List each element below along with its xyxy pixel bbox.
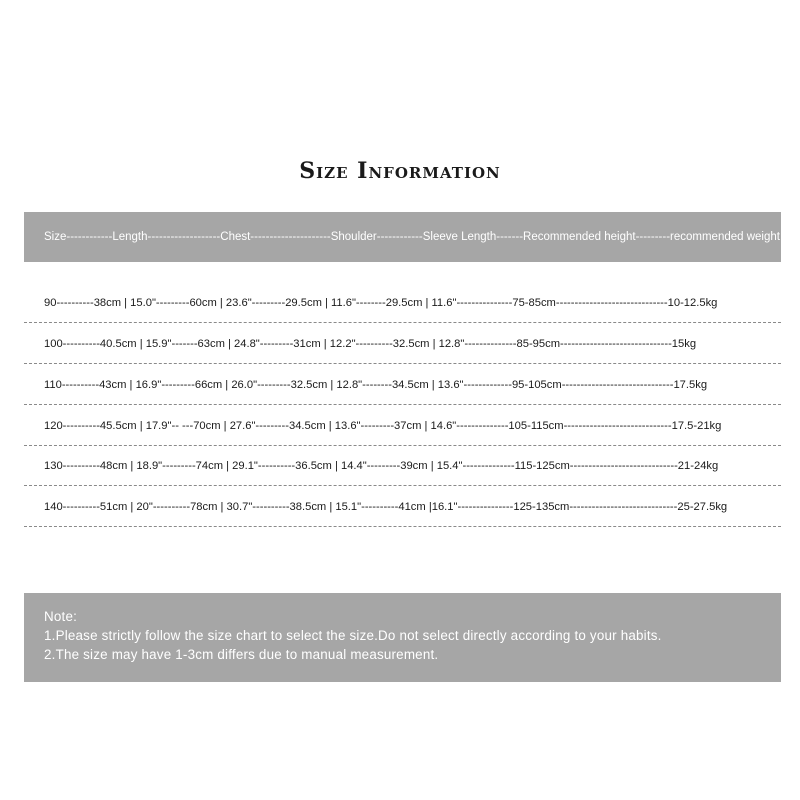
size-row-130: 130----------48cm | 18.9"---------74cm | 29.1"----------36.5cm | 14.4"---------39cm | 15.4"--------------115-125cm-----------------------------21-24kg xyxy=(24,446,781,486)
note-heading: Note: xyxy=(44,609,78,624)
size-row-120: 120----------45.5cm | 17.9"-- ---70cm | 27.6"---------34.5cm | 13.6"---------37cm | 14.6"--------------105-115cm-----------------------------17.5-21kg xyxy=(24,406,781,446)
size-row-140: 140----------51cm | 20"----------78cm | 30.7"----------38.5cm | 15.1"----------41cm |16.1"---------------125-135cm-----------------------------25-27.5kg xyxy=(24,487,781,527)
size-table-header: Size------------Length-------------------Chest---------------------Shoulder------------Sleeve Length-------Recommended height---------recommended weight xyxy=(24,212,781,262)
size-row-100: 100----------40.5cm | 15.9"-------63cm | 24.8"---------31cm | 12.2"----------32.5cm | 12.8"--------------85-95cm------------------------------15kg xyxy=(24,324,781,364)
size-row-90: 90----------38cm | 15.0"---------60cm | 23.6"---------29.5cm | 11.6"--------29.5cm | 11.6"---------------75-85cm------------------------------10-12.5kg xyxy=(24,283,781,323)
note-box xyxy=(24,593,781,682)
note-line-1: 1.Please strictly follow the size chart to select the size.Do not select directly according to your habits. xyxy=(44,628,662,643)
note-line-2: 2.The size may have 1-3cm differs due to manual measurement. xyxy=(44,647,439,662)
size-row-110: 110----------43cm | 16.9"---------66cm | 26.0"---------32.5cm | 12.8"--------34.5cm | 13.6"-------------95-105cm------------------------------17.5kg xyxy=(24,365,781,405)
page-title: Size Information xyxy=(299,158,501,184)
